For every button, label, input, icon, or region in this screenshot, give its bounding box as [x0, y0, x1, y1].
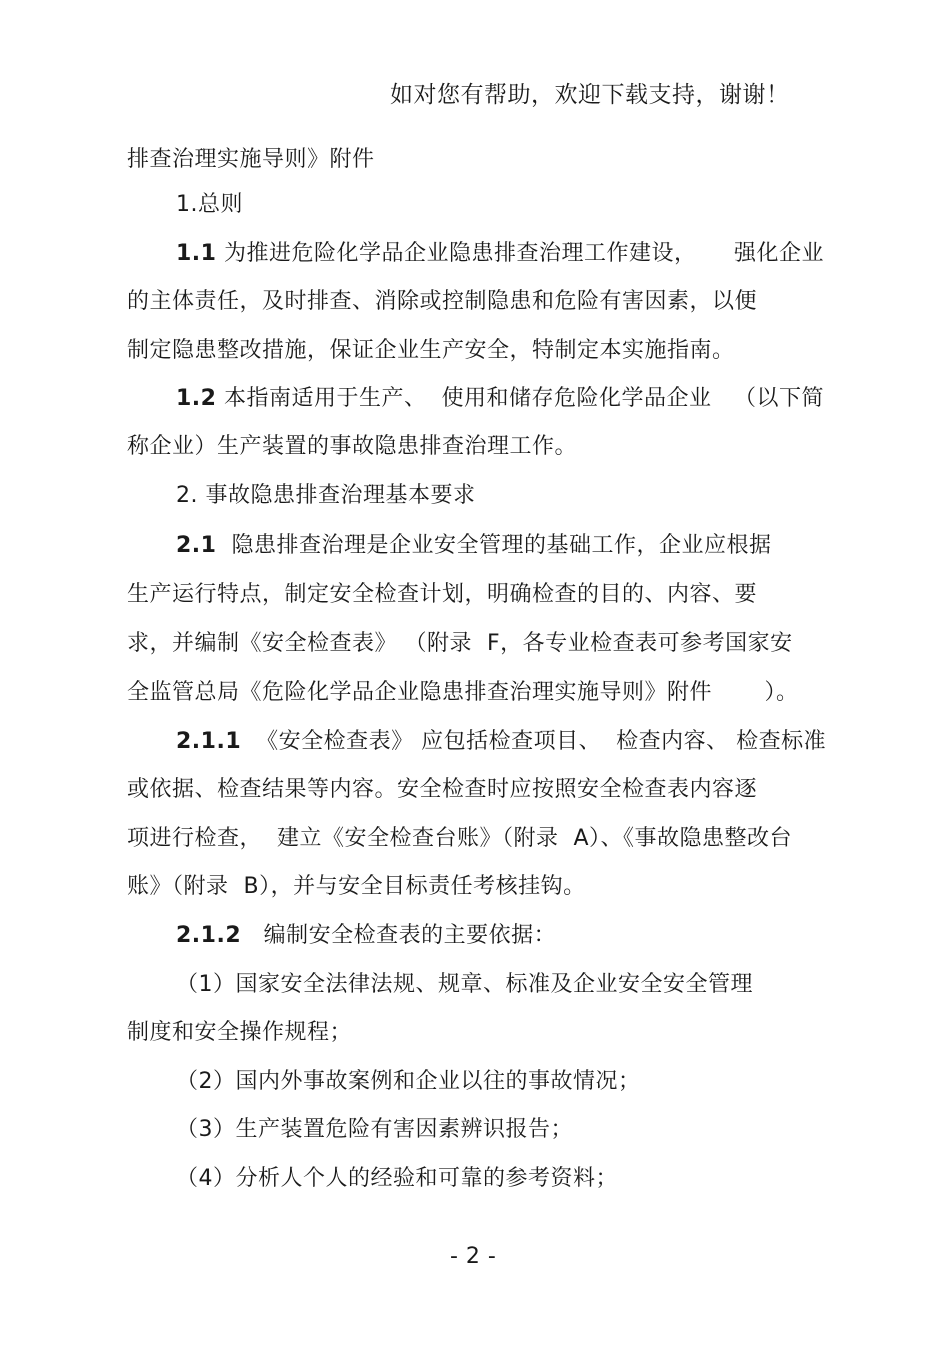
paragraph-line: 的主体责任，及时排查、消除或控制隐患和危险有害因素，以便	[127, 289, 758, 314]
clause-text: 《安全检查表》 应包括检查项目、 检查内容、 检查标准	[241, 729, 827, 754]
clause-number: 2.1.2	[176, 923, 242, 948]
paragraph-line: 生产运行特点，制定安全检查计划，明确检查的目的、内容、要	[127, 582, 758, 607]
clause-text: 本指南适用于生产、 使用和储存危险化学品企业 （以下简	[216, 386, 824, 411]
paragraph-line: 求，并编制《安全检查表》 （附录 F，各专业检查表可参考国家安	[127, 631, 793, 656]
list-item: （2）国内外事故案例和企业以往的事故情况；	[176, 1069, 641, 1094]
page-number: - 2 -	[450, 1244, 497, 1269]
paragraph-line: 或依据、检查结果等内容。安全检查时应按照安全检查表内容逐	[127, 777, 758, 802]
list-item: （4）分析人个人的经验和可靠的参考资料；	[176, 1166, 618, 1191]
clause-1-1	[176, 239, 824, 269]
clause-text: 为推进危险化学品企业隐患排查治理工作建设， 强化企业	[216, 241, 824, 266]
clause-2-1-1	[176, 727, 826, 757]
list-item: （1）国家安全法律法规、规章、标准及企业安全安全管理	[176, 972, 753, 997]
clause-number: 1.2	[176, 386, 217, 411]
paragraph-line: 制度和安全操作规程；	[127, 1020, 353, 1045]
paragraph-line: 项进行检查， 建立《安全检查台账》（附录 A）、《事故隐患整改台	[127, 826, 793, 851]
header-note: 如对您有帮助，欢迎下载支持，谢谢！	[390, 82, 790, 108]
clause-number: 2.1.1	[176, 729, 242, 754]
paragraph-line: 账》（附录 B），并与安全目标责任考核挂钩。	[127, 874, 586, 899]
clause-text: 编制安全检查表的主要依据：	[241, 923, 557, 948]
paragraph-line: 称企业）生产装置的事故隐患排查治理工作。	[127, 434, 578, 459]
paragraph-line: 全监管总局《危险化学品企业隐患排查治理实施导则》附件 ）。	[127, 680, 799, 705]
clause-1-2	[176, 384, 824, 414]
section-heading-requirements: 2. 事故隐患排查治理基本要求	[176, 483, 476, 508]
list-item: （3）生产装置危险有害因素辨识报告；	[176, 1117, 573, 1142]
paragraph-line: 制定隐患整改措施，保证企业生产安全，特制定本实施指南。	[127, 338, 735, 363]
paragraph-line: 排查治理实施导则》附件	[127, 147, 375, 172]
clause-2-1	[176, 531, 771, 561]
section-heading-general: 1.总则	[176, 192, 243, 217]
clause-text: 隐患排查治理是企业安全管理的基础工作，企业应根据	[216, 533, 772, 558]
clause-number: 2.1	[176, 533, 217, 558]
clause-number: 1.1	[176, 241, 217, 266]
clause-2-1-2	[176, 921, 556, 951]
